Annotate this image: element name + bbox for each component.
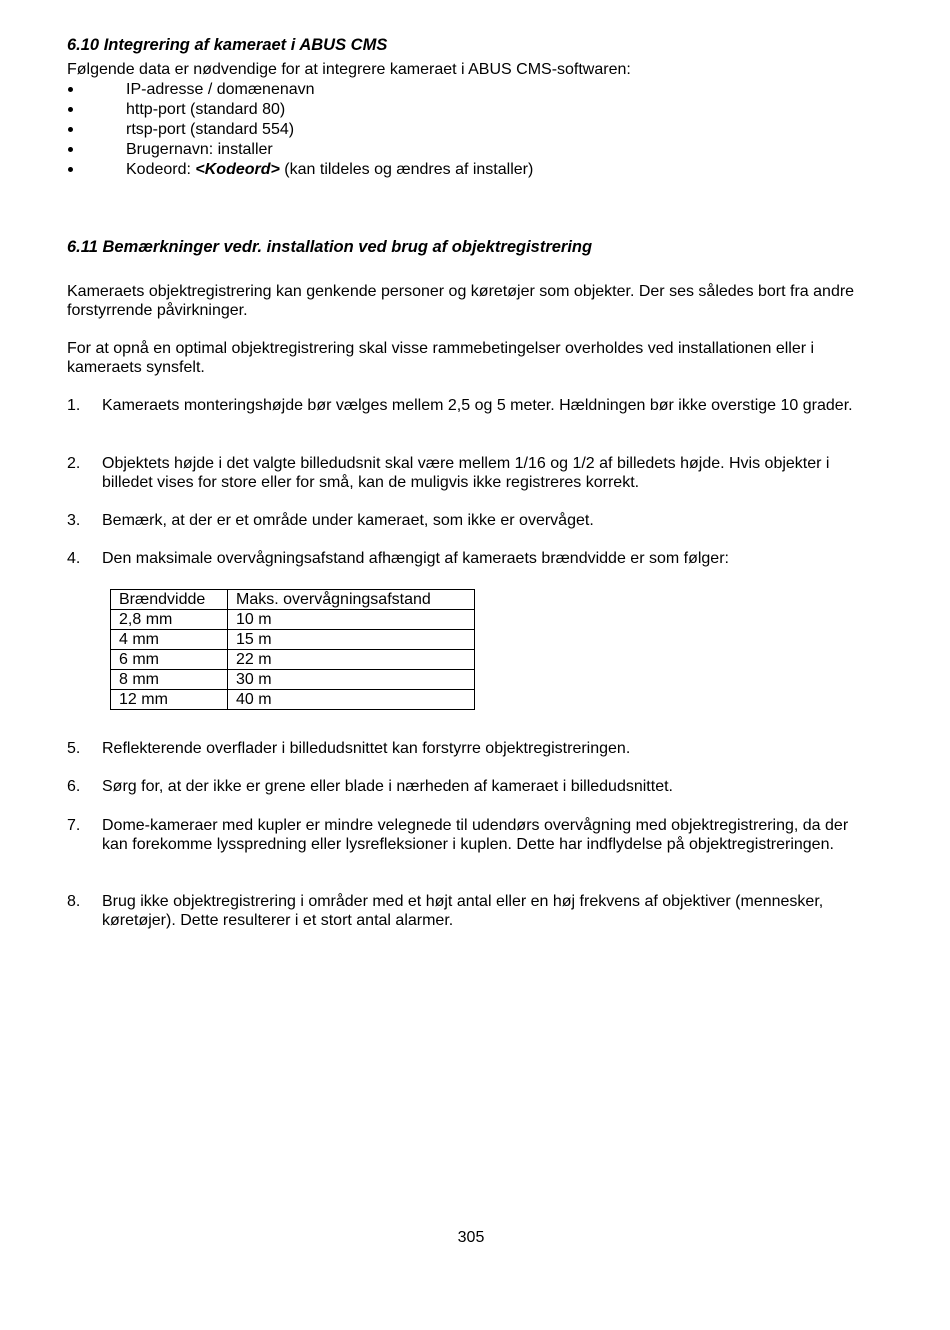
numbered-item [67, 549, 867, 568]
list-item-text: rtsp-port (standard 554) [126, 121, 295, 138]
numbered-item [67, 396, 867, 415]
item-text: Kameraets monteringshøjde bør vælges mellem 2,5 og 5 meter. Hældningen bør ikke overstige 10 grader. [102, 397, 853, 414]
list-item [67, 140, 533, 160]
numbered-item [67, 454, 867, 492]
list-item-text: Brugernavn: installer [126, 141, 273, 158]
bullet-icon [68, 147, 73, 152]
paragraph-conditions: For at opnå en optimal objektregistrering skal visse rammebetingelser overholdes ved installationen eller i kameraets synsfelt. [67, 340, 815, 376]
item-number: 1. [67, 397, 81, 414]
item-text: Objektets højde i det valgte billedudsnit skal være mellem 1/16 og 1/2 af billedets højde. Hvis objekter i billedet vises for store eller for små, kan de muligvis ikke registreres korrekt. [102, 455, 830, 491]
table-cell: 6 mm [111, 650, 228, 670]
intro-paragraph: Følgende data er nødvendige for at integrere kameraet i ABUS CMS-softwaren: [67, 61, 631, 78]
list-item [67, 100, 533, 120]
list-item-text: http-port (standard 80) [126, 101, 286, 118]
numbered-item [67, 739, 867, 758]
bullet-icon [68, 107, 73, 112]
page-number: 305 [457, 1229, 485, 1246]
list-item-text: IP-adresse / domænenavn [126, 81, 315, 98]
table-header-row [111, 590, 475, 610]
item-text: Bemærk, at der er et område under kameraet, som ikke er overvåget. [102, 512, 594, 529]
item-text: Reflekterende overflader i billedudsnittet kan forstyrre objektregistreringen. [102, 740, 631, 757]
table-row [111, 670, 475, 690]
focal-length-table [110, 589, 475, 710]
list-item [67, 120, 533, 140]
table-cell: 8 mm [111, 670, 228, 690]
table-cell: 12 mm [111, 690, 228, 710]
table-cell: 15 m [228, 630, 475, 650]
section-heading-6-10: 6.10 Integrering af kameraet i ABUS CMS [67, 36, 388, 54]
table-header: Brændvidde [111, 590, 228, 610]
bullet-icon [68, 127, 73, 132]
password-note: (kan tildeles og ændres af installer) [279, 161, 534, 178]
list-item [67, 160, 533, 180]
table-row [111, 610, 475, 630]
item-number: 2. [67, 455, 81, 472]
item-number: 5. [67, 740, 81, 757]
table-cell: 30 m [228, 670, 475, 690]
item-number: 6. [67, 778, 81, 795]
section-heading-6-11: 6.11 Bemærkninger vedr. installation ved brug af objektregistrering [67, 238, 593, 256]
table-cell: 40 m [228, 690, 475, 710]
bullet-icon [68, 167, 73, 172]
item-number: 3. [67, 512, 81, 529]
item-text: Den maksimale overvågningsafstand afhængigt af kameraets brændvidde er som følger: [102, 550, 729, 567]
table-row [111, 650, 475, 670]
table-cell: 10 m [228, 610, 475, 630]
bullet-icon [68, 87, 73, 92]
table-cell: 4 mm [111, 630, 228, 650]
table-header: Maks. overvågningsafstand [228, 590, 475, 610]
numbered-item [67, 777, 867, 796]
table-row [111, 630, 475, 650]
numbered-item [67, 892, 867, 930]
item-number: 4. [67, 550, 81, 567]
list-item [67, 80, 533, 100]
table-row [111, 690, 475, 710]
numbered-item [67, 816, 867, 854]
numbered-item [67, 511, 867, 530]
table-cell: 2,8 mm [111, 610, 228, 630]
paragraph-object-detection: Kameraets objektregistrering kan genkende personer og køretøjer som objekter. Der ses således bort fra andre forstyrrende påvirkninger. [67, 283, 855, 319]
item-text: Dome-kameraer med kupler er mindre velegnede til udendørs overvågning med objektregistrering, da der kan forekomme lysspredning eller lysrefleksioner i kuplen. Dette har indflydelse på objektregistreringen. [102, 817, 849, 853]
table-cell: 22 m [228, 650, 475, 670]
password-label: Kodeord: [126, 161, 196, 178]
item-text: Brug ikke objektregistrering i områder med et højt antal eller en høj frekvens af objektiver (mennesker, køretøjer). Dette resulterer i et stort antal alarmer. [102, 893, 824, 929]
required-data-list [67, 80, 533, 180]
password-placeholder: <Kodeord> [195, 161, 280, 178]
item-number: 8. [67, 893, 81, 910]
item-text: Sørg for, at der ikke er grene eller blade i nærheden af kameraet i billedudsnittet. [102, 778, 673, 795]
item-number: 7. [67, 817, 81, 834]
